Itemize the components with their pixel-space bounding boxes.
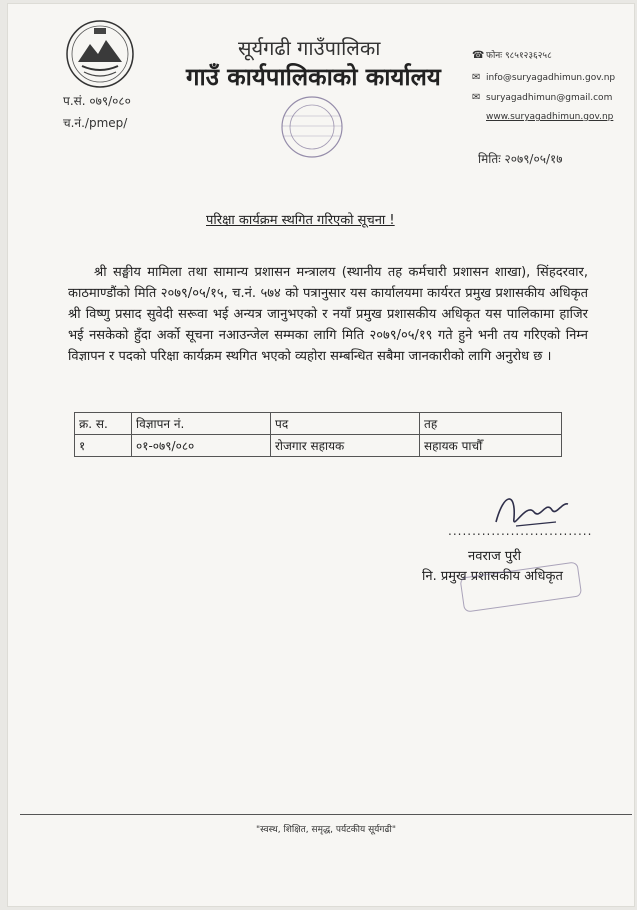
contact-phone: [472, 48, 552, 61]
cell-serial: १: [75, 435, 132, 457]
table-header-row: [75, 413, 562, 435]
office-name: सूर्यगढी गाउँपालिका: [238, 36, 381, 60]
cell-post: रोजगार सहायक: [271, 435, 420, 457]
signatory-name: नवराज पुरी: [468, 549, 521, 564]
contact-email-gmail[interactable]: [472, 92, 612, 103]
col-header-advertisement: विज्ञापन नं.: [132, 413, 271, 435]
chalani-number: च.नं./pmep/: [63, 116, 128, 130]
table-row: [75, 435, 562, 457]
cell-advertisement: ०१-०७९/०८०: [132, 435, 271, 457]
letter-date: मितिः २०७९/०५/१७: [478, 152, 563, 166]
letter-page: [8, 4, 634, 906]
col-header-post: पद: [271, 413, 420, 435]
patra-sankhya: प.सं. ०७९/०८०: [63, 94, 131, 108]
nepal-emblem-logo: [64, 18, 136, 90]
contact-email-info[interactable]: [472, 72, 615, 83]
email-gmail-text: suryagadhimun@gmail.com: [486, 93, 613, 103]
designation-stamp: [456, 562, 586, 614]
phone-icon: ☎: [472, 50, 485, 61]
mail-icon: ✉: [472, 72, 481, 83]
office-seal-stamp: [266, 92, 358, 162]
office-title: गाउँ कार्यपालिकाको कार्यालय: [186, 62, 441, 91]
col-header-serial: क्र. स.: [75, 413, 132, 435]
footer-divider: [20, 814, 632, 815]
mail-icon: ✉: [472, 92, 481, 103]
footer-motto: "स्वस्थ, शिक्षित, समृद्ध, पर्यटकीय सूर्यगढी": [256, 825, 397, 835]
signature-line: ..............................: [448, 524, 593, 538]
signatory-designation: नि. प्रमुख प्रशासकीय अधिकृत: [422, 569, 563, 584]
notice-subject: परिक्षा कार्यक्रम स्थगित गरिएको सूचना !: [206, 213, 395, 228]
email-info-text: info@suryagadhimun.gov.np: [486, 73, 616, 83]
col-header-level: तह: [420, 413, 562, 435]
exam-table: [74, 412, 562, 457]
contact-website-link[interactable]: www.suryagadhimun.gov.np: [486, 112, 614, 122]
cell-level: सहायक पाचौँ: [420, 435, 562, 457]
phone-text: फोनः ९८५१२३६२५८: [486, 51, 552, 61]
notice-body: श्री सङ्घीय मामिला तथा सामान्य प्रशासन मन्त्रालय (स्थानीय तह कर्मचारी प्रशासन शाखा), सिंहदरवार, काठमाण्डौंको मिति २०७९/०५/१५, च.नं. ५७४ को पत्रानुसार यस कार्यालयमा कार्यरत प्रमुख प्रशासकीय अधिकृत श्री विष्णु प्रसाद सुवेदी सरूवा भई अन्यत्र जानुभएको र नयाँ प्रमुख प्रशासकीय अधिकृत यस पालिकामा हाजिर भई नसकेको हुँदा अर्को सूचना नआउन्जेल सम्मका लागि मिति २०७९/०५/१९ गते हुने भनी तय गरिएको निम्न विज्ञापन र पदको परिक्षा कार्यक्रम स्थगित भएको व्यहोरा सम्बन्धित सबैमा जानकारीको लागि अनुरोध छ ।: [68, 265, 588, 364]
